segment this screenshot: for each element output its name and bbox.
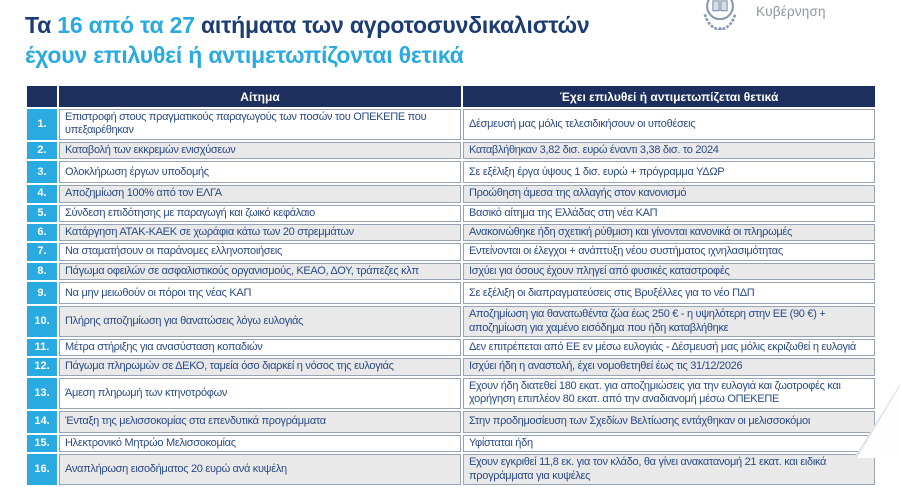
request-column-header: Αίτημα [59,86,461,107]
row-number: 11. [27,339,57,356]
request-cell: Κατάργηση ΑΤΑΚ-ΚΑΕΚ σε χωράφια κάτω των 20 στρεμμάτων [59,224,461,241]
page-title [25,10,589,70]
table-body [27,109,875,485]
row-number: 9. [27,282,57,304]
status-cell: Ανακοινώθηκε ήδη σχετική ρύθμιση και γίνονται κανονικά οι πληρωμές [463,224,875,241]
status-column-header: Έχει επιλυθεί ή αντιμετωπίζεται θετικά [463,86,875,107]
table-row [27,411,875,433]
table-row [27,243,875,260]
page-title-line2: έχουν επιλυθεί ή αντιμετωπίζονται θετικά [25,42,464,68]
request-cell: Να σταματήσουν οι παράνομες ελληνοποιήσεις [59,243,461,260]
number-column-header [27,86,57,107]
table-row [27,454,875,485]
status-cell: Ισχύει για όσους έχουν πληγεί από φυσικές καταστροφές [463,263,875,280]
request-cell: Να μην μειωθούν οι πόροι της νέας ΚΑΠ [59,282,461,304]
government-logo [694,0,826,30]
row-number: 7. [27,243,57,260]
row-number: 6. [27,224,57,241]
page-title-line1 [25,10,589,40]
row-number: 12. [27,358,57,375]
status-cell: Εντείνονται οι έλεγχοι + ανάπτυξη νέου συστήματος ιχνηλασιμότητας [463,243,875,260]
table-row [27,339,875,356]
request-cell: Πλήρης αποζημίωση για θανατώσεις λόγω ευλογιάς [59,306,461,337]
status-cell: Δεν επιτρέπεται από ΕΕ εν μέσω ευλογιάς - Δέσμευσή μας μόλις εκριζωθεί η ευλογιά [463,339,875,356]
government-emblem-icon [694,0,746,30]
table-row [27,161,875,183]
title-prefix: Τα [25,12,58,38]
request-cell: Αναπλήρωση εισοδήματος 20 ευρώ ανά κυψέλη [59,454,461,485]
request-cell: Άμεση πληρωμή των κτηνοτρόφων [59,378,461,409]
government-logo-label: Κυβέρνηση [756,4,826,19]
request-cell: Ηλεκτρονικό Μητρώο Μελισσοκομίας [59,435,461,452]
request-cell: Πάγωμα οφειλών σε ασφαλιστικούς οργανισμούς, ΚΕΑΟ, ΔΟΥ, τράπεζες κλπ [59,263,461,280]
request-cell: Ολοκλήρωση έργων υποδομής [59,161,461,183]
row-number: 1. [27,109,57,140]
status-cell: Καταβλήθηκαν 3,82 δισ. ευρώ έναντι 3,38 δισ. το 2024 [463,142,875,159]
page-curl-artifact [857,386,900,458]
table-row [27,185,875,202]
table-header-row [27,86,875,107]
request-cell: Ένταξη της μελισσοκομίας στα επενδυτικά προγράμματα [59,411,461,433]
row-number: 15. [27,435,57,452]
row-number: 3. [27,161,57,183]
table-row [27,306,875,337]
status-cell: Εχουν ήδη διατεθεί 180 εκατ. για αποζημιώσεις για την ευλογιά και ζωοτροφές και χορήγηση επιπλέον 80 εκατ. από την αναδιανομή μέσω ΟΠΕΚΕΠΕ [463,378,875,409]
row-number: 14. [27,411,57,433]
status-cell: Προώθηση άμεσα της αλλαγής στον κανονισμό [463,185,875,202]
table-row [27,142,875,159]
row-number: 16. [27,454,57,485]
request-cell: Καταβολή των εκκρεμών ενισχύσεων [59,142,461,159]
row-number: 10. [27,306,57,337]
request-cell: Σύνδεση επιδότησης με παραγωγή και ζωικό κεφάλαιο [59,205,461,222]
status-cell: Σε εξέλιξη έργα ύψους 1 δισ. ευρώ + πρόγραμμα ΥΔΩΡ [463,161,875,183]
table-row [27,378,875,409]
table-row [27,109,875,140]
status-cell: Σε εξέλιξη οι διαπραγματεύσεις στις Βρυξέλλες για το νέο ΠΔΠ [463,282,875,304]
status-cell: Στην προδημοσίευση των Σχεδίων Βελτίωσης εντάχθηκαν οι μελισσοκόμοι [463,411,875,433]
table-row [27,205,875,222]
status-cell: Ισχύει ήδη η αναστολή, έχει νομοθετηθεί έως τις 31/12/2026 [463,358,875,375]
requests-table [25,84,877,487]
request-cell: Επιστροφή στους πραγματικούς παραγωγούς των ποσών του ΟΠΕΚΕΠΕ που υπεξαιρέθηκαν [59,109,461,140]
status-cell: Υφίσταται ήδη [463,435,875,452]
request-cell: Αποζημίωση 100% από τον ΕΛΓΑ [59,185,461,202]
status-cell: Αποζημίωση για θανατωθέντα ζώα έως 250 € - η υψηλότερη στην ΕΕ (90 €) + αποζημίωση για χαμένο εισόδημα που ήδη καταβλήθηκε [463,306,875,337]
table-row [27,435,875,452]
status-cell: Βασικό αίτημα της Ελλάδας στη νέα ΚΑΠ [463,205,875,222]
row-number: 5. [27,205,57,222]
row-number: 8. [27,263,57,280]
request-cell: Μέτρα στήριξης για ανασύσταση κοπαδιών [59,339,461,356]
row-number: 4. [27,185,57,202]
table-row [27,224,875,241]
status-cell: Εχουν εγκριθεί 11,8 εκ. για τον κλάδο, θα γίνει ανακατανομή 21 εκατ. και ειδικά προγράμματα για κυψέλες [463,454,875,485]
table-row [27,282,875,304]
table-row [27,358,875,375]
row-number: 13. [27,378,57,409]
row-number: 2. [27,142,57,159]
title-suffix: αιτήματα των αγροτοσυνδικαλιστών [194,12,590,38]
table-row [27,263,875,280]
status-cell: Δέσμευσή μας μόλις τελεσιδικήσουν οι υποθέσεις [463,109,875,140]
title-highlight: 16 από τα 27 [57,12,195,38]
request-cell: Πάγωμα πληρωμών σε ΔΕΚΟ, ταμεία όσο διαρκεί η νόσος της ευλογιάς [59,358,461,375]
